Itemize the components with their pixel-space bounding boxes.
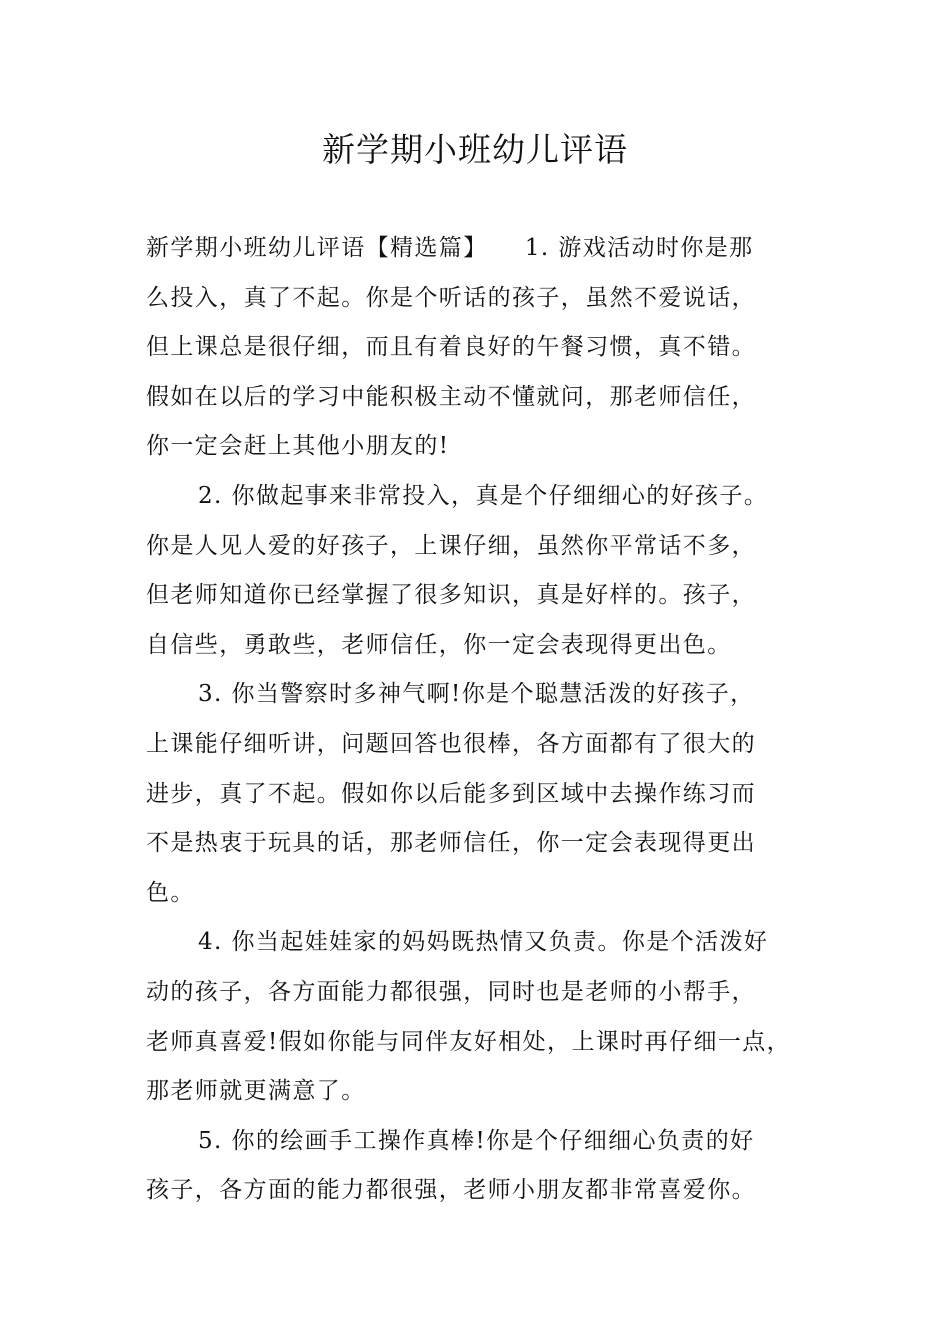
body-line: 色。	[146, 879, 195, 906]
body-line: 上课能仔细听讲，问题回答也很棒，各方面都有了很大的	[146, 730, 756, 757]
body-line: 5. 你的绘画手工操作真棒!你是个仔细细心负责的好	[198, 1127, 755, 1154]
body-line: 进步，真了不起。假如你以后能多到区域中去操作练习而	[146, 780, 756, 807]
document-title: 新学期小班幼儿评语	[322, 130, 628, 169]
body-line: 2. 你做起事来非常投入，真是个仔细细心的好孩子。	[198, 482, 769, 509]
body-line: 你是人见人爱的好孩子，上课仔细，虽然你平常话不多，	[146, 532, 756, 559]
body-line: 自信些，勇敢些，老师信任，你一定会表现得更出色。	[146, 631, 732, 658]
body-line: 孩子，各方面的能力都很强，老师小朋友都非常喜爱你。	[146, 1177, 756, 1204]
body-line: 但上课总是很仔细，而且有着良好的午餐习惯，真不错。	[146, 334, 756, 361]
body-line: 么投入，真了不起。你是个听话的孩子，虽然不爱说话，	[146, 284, 756, 311]
body-line: 老师真喜爱!假如你能与同伴友好相处，上课时再仔细一点，	[146, 1028, 792, 1055]
body-line: 那老师就更满意了。	[146, 1078, 366, 1105]
body-line: 3. 你当警察时多神气啊!你是个聪慧活泼的好孩子，	[198, 681, 755, 708]
body-line: 假如在以后的学习中能积极主动不懂就问，那老师信任，	[146, 383, 756, 410]
body-line: 不是热衷于玩具的话，那老师信任，你一定会表现得更出	[146, 830, 756, 857]
body-line: 你一定会赶上其他小朋友的!	[146, 433, 450, 460]
document-body	[146, 224, 808, 1216]
body-line: 新学期小班幼儿评语【精选篇】 1. 游戏活动时你是那	[146, 235, 754, 261]
body-line: 动的孩子，各方面能力都很强，同时也是老师的小帮手，	[146, 978, 756, 1005]
body-line: 4. 你当起娃娃家的妈妈既热情又负责。你是个活泼好	[198, 929, 769, 956]
body-line: 但老师知道你已经掌握了很多知识，真是好样的。孩子，	[146, 582, 756, 609]
